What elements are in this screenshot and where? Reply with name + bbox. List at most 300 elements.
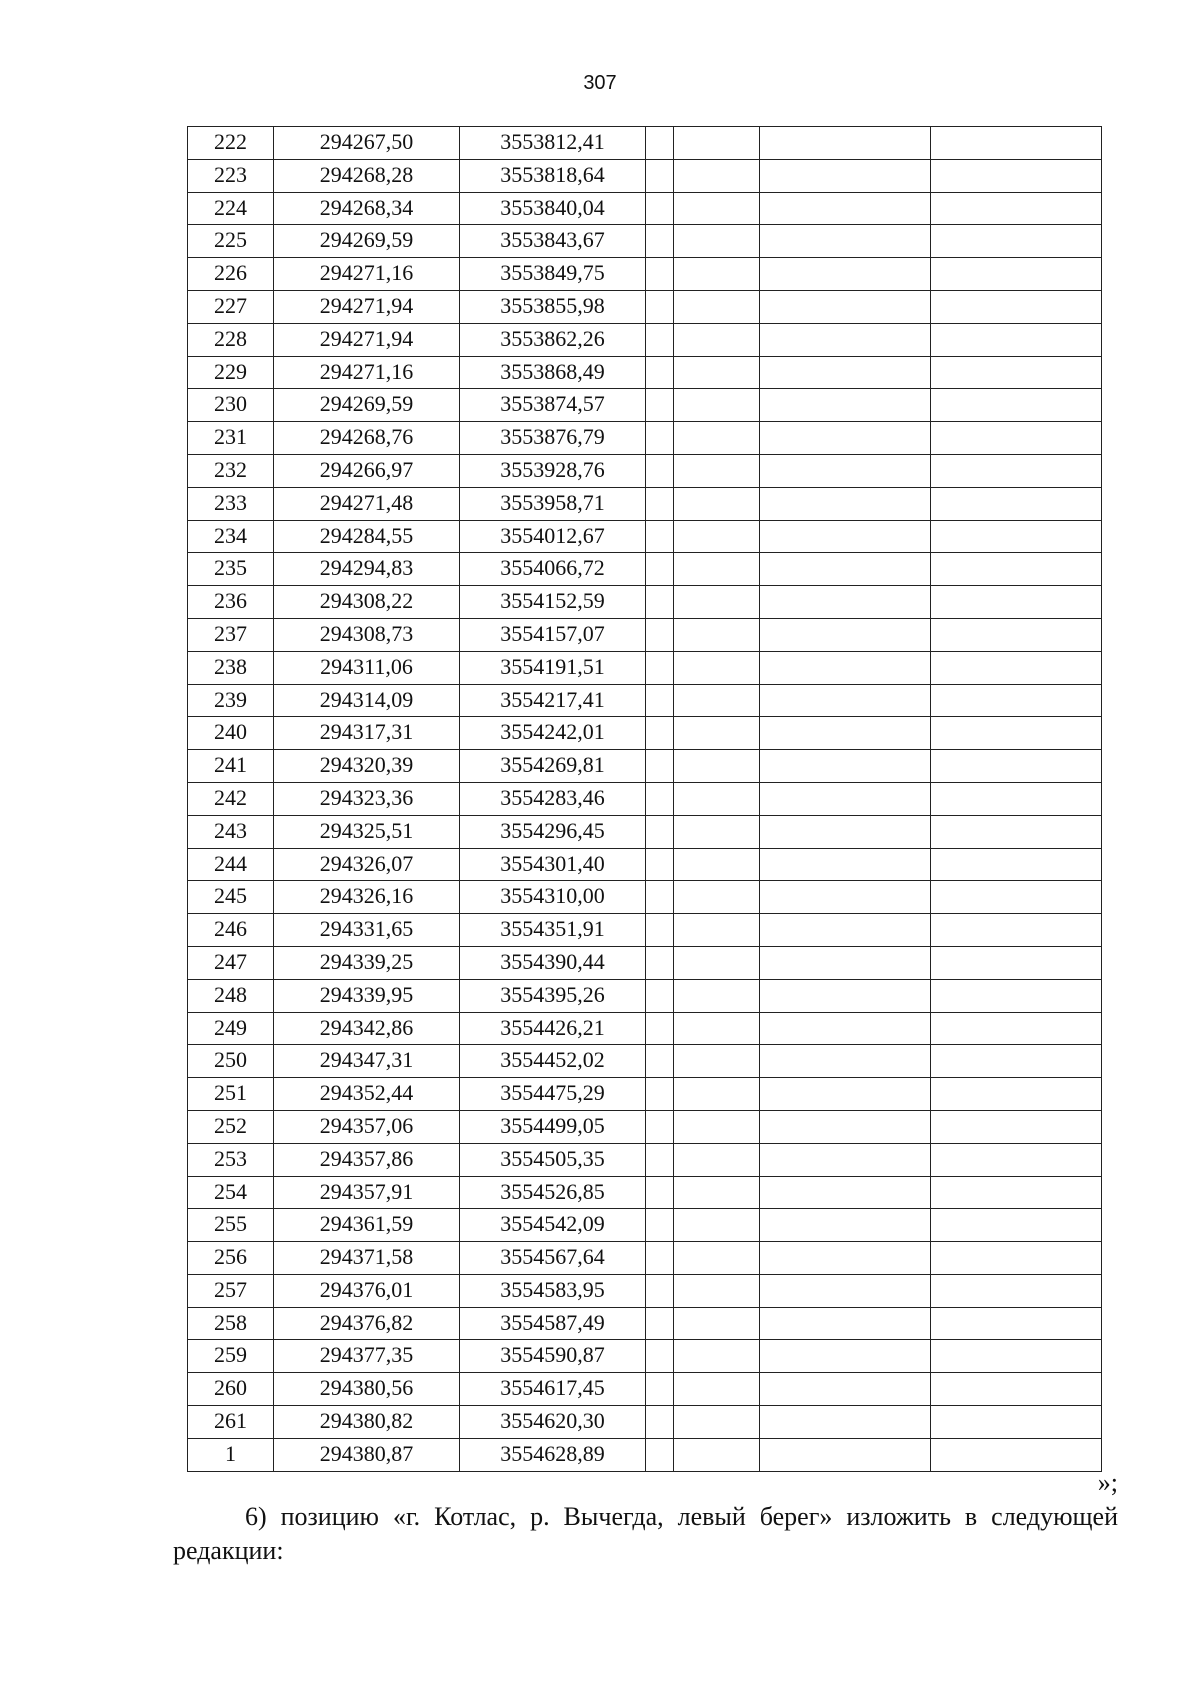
empty-cell xyxy=(646,290,674,323)
empty-cell xyxy=(674,127,760,160)
y-coordinate-cell: 3554452,02 xyxy=(460,1045,646,1078)
empty-cell xyxy=(674,618,760,651)
table-row xyxy=(188,1373,1102,1406)
empty-cell xyxy=(674,684,760,717)
empty-cell xyxy=(674,586,760,619)
table-row xyxy=(188,1406,1102,1439)
empty-cell xyxy=(760,618,931,651)
table-row xyxy=(188,487,1102,520)
x-coordinate-cell: 294294,83 xyxy=(274,553,460,586)
empty-cell xyxy=(646,225,674,258)
y-coordinate-cell: 3554351,91 xyxy=(460,914,646,947)
empty-cell xyxy=(760,1045,931,1078)
empty-cell xyxy=(931,946,1102,979)
empty-cell xyxy=(674,422,760,455)
empty-cell xyxy=(646,520,674,553)
x-coordinate-cell: 294266,97 xyxy=(274,454,460,487)
empty-cell xyxy=(646,323,674,356)
x-coordinate-cell: 294271,16 xyxy=(274,258,460,291)
x-coordinate-cell: 294376,82 xyxy=(274,1307,460,1340)
empty-cell xyxy=(931,1438,1102,1471)
empty-cell xyxy=(760,1373,931,1406)
empty-cell xyxy=(674,1045,760,1078)
point-number-cell: 234 xyxy=(188,520,274,553)
x-coordinate-cell: 294325,51 xyxy=(274,815,460,848)
empty-cell xyxy=(646,1143,674,1176)
table-row xyxy=(188,356,1102,389)
empty-cell xyxy=(760,586,931,619)
x-coordinate-cell: 294271,16 xyxy=(274,356,460,389)
empty-cell xyxy=(760,487,931,520)
x-coordinate-cell: 294284,55 xyxy=(274,520,460,553)
x-coordinate-cell: 294268,76 xyxy=(274,422,460,455)
empty-cell xyxy=(760,1438,931,1471)
empty-cell xyxy=(760,1143,931,1176)
empty-cell xyxy=(760,356,931,389)
table-row xyxy=(188,1340,1102,1373)
x-coordinate-cell: 294380,82 xyxy=(274,1406,460,1439)
table-row xyxy=(188,815,1102,848)
y-coordinate-cell: 3554499,05 xyxy=(460,1110,646,1143)
point-number-cell: 229 xyxy=(188,356,274,389)
empty-cell xyxy=(931,586,1102,619)
empty-cell xyxy=(646,946,674,979)
empty-cell xyxy=(931,1176,1102,1209)
point-number-cell: 226 xyxy=(188,258,274,291)
empty-cell xyxy=(931,323,1102,356)
point-number-cell: 248 xyxy=(188,979,274,1012)
empty-cell xyxy=(760,553,931,586)
empty-cell xyxy=(760,782,931,815)
empty-cell xyxy=(674,487,760,520)
y-coordinate-cell: 3554217,41 xyxy=(460,684,646,717)
x-coordinate-cell: 294268,28 xyxy=(274,159,460,192)
empty-cell xyxy=(674,782,760,815)
empty-cell xyxy=(674,979,760,1012)
empty-cell xyxy=(674,1373,760,1406)
point-number-cell: 257 xyxy=(188,1274,274,1307)
empty-cell xyxy=(646,1373,674,1406)
x-coordinate-cell: 294271,48 xyxy=(274,487,460,520)
point-number-cell: 233 xyxy=(188,487,274,520)
empty-cell xyxy=(674,192,760,225)
x-coordinate-cell: 294326,07 xyxy=(274,848,460,881)
table-row xyxy=(188,290,1102,323)
y-coordinate-cell: 3554152,59 xyxy=(460,586,646,619)
y-coordinate-cell: 3554157,07 xyxy=(460,618,646,651)
empty-cell xyxy=(760,1274,931,1307)
y-coordinate-cell: 3554310,00 xyxy=(460,881,646,914)
x-coordinate-cell: 294308,22 xyxy=(274,586,460,619)
y-coordinate-cell: 3553849,75 xyxy=(460,258,646,291)
empty-cell xyxy=(646,422,674,455)
point-number-cell: 243 xyxy=(188,815,274,848)
empty-cell xyxy=(646,389,674,422)
empty-cell xyxy=(760,127,931,160)
empty-cell xyxy=(760,520,931,553)
table-row xyxy=(188,1438,1102,1471)
point-number-cell: 261 xyxy=(188,1406,274,1439)
empty-cell xyxy=(674,290,760,323)
y-coordinate-cell: 3553855,98 xyxy=(460,290,646,323)
empty-cell xyxy=(646,782,674,815)
empty-cell xyxy=(931,127,1102,160)
x-coordinate-cell: 294380,56 xyxy=(274,1373,460,1406)
table-row xyxy=(188,553,1102,586)
x-coordinate-cell: 294308,73 xyxy=(274,618,460,651)
point-number-cell: 241 xyxy=(188,750,274,783)
y-coordinate-cell: 3553812,41 xyxy=(460,127,646,160)
y-coordinate-cell: 3553874,57 xyxy=(460,389,646,422)
empty-cell xyxy=(646,618,674,651)
point-number-cell: 222 xyxy=(188,127,274,160)
point-number-cell: 260 xyxy=(188,1373,274,1406)
empty-cell xyxy=(646,1406,674,1439)
point-number-cell: 244 xyxy=(188,848,274,881)
empty-cell xyxy=(674,651,760,684)
x-coordinate-cell: 294339,95 xyxy=(274,979,460,1012)
y-coordinate-cell: 3554395,26 xyxy=(460,979,646,1012)
x-coordinate-cell: 294331,65 xyxy=(274,914,460,947)
empty-cell xyxy=(760,815,931,848)
empty-cell xyxy=(674,815,760,848)
table-row xyxy=(188,389,1102,422)
empty-cell xyxy=(674,159,760,192)
x-coordinate-cell: 294376,01 xyxy=(274,1274,460,1307)
x-coordinate-cell: 294326,16 xyxy=(274,881,460,914)
empty-cell xyxy=(931,717,1102,750)
empty-cell xyxy=(760,454,931,487)
empty-cell xyxy=(646,356,674,389)
y-coordinate-cell: 3553928,76 xyxy=(460,454,646,487)
empty-cell xyxy=(674,1438,760,1471)
x-coordinate-cell: 294347,31 xyxy=(274,1045,460,1078)
empty-cell xyxy=(760,1110,931,1143)
x-coordinate-cell: 294357,86 xyxy=(274,1143,460,1176)
x-coordinate-cell: 294323,36 xyxy=(274,782,460,815)
table-row xyxy=(188,1242,1102,1275)
empty-cell xyxy=(760,750,931,783)
empty-cell xyxy=(674,717,760,750)
empty-cell xyxy=(931,1110,1102,1143)
y-coordinate-cell: 3553840,04 xyxy=(460,192,646,225)
empty-cell xyxy=(646,1045,674,1078)
y-coordinate-cell: 3554620,30 xyxy=(460,1406,646,1439)
empty-cell xyxy=(760,1176,931,1209)
x-coordinate-cell: 294268,34 xyxy=(274,192,460,225)
empty-cell xyxy=(760,323,931,356)
empty-cell xyxy=(760,1242,931,1275)
amendment-paragraph: 6) позицию «г. Котлас, р. Вычегда, левый берег» изложить в следующей редакции: xyxy=(173,1502,1118,1565)
empty-cell xyxy=(646,192,674,225)
empty-cell xyxy=(760,225,931,258)
empty-cell xyxy=(646,881,674,914)
empty-cell xyxy=(674,1143,760,1176)
table-row xyxy=(188,1110,1102,1143)
point-number-cell: 235 xyxy=(188,553,274,586)
table-row xyxy=(188,520,1102,553)
point-number-cell: 227 xyxy=(188,290,274,323)
table-row xyxy=(188,258,1102,291)
empty-cell xyxy=(931,1242,1102,1275)
table-row xyxy=(188,618,1102,651)
y-coordinate-cell: 3554426,21 xyxy=(460,1012,646,1045)
empty-cell xyxy=(931,782,1102,815)
table-row xyxy=(188,881,1102,914)
x-coordinate-cell: 294271,94 xyxy=(274,290,460,323)
table-row xyxy=(188,1274,1102,1307)
empty-cell xyxy=(646,684,674,717)
empty-cell xyxy=(931,1209,1102,1242)
empty-cell xyxy=(646,1340,674,1373)
empty-cell xyxy=(931,815,1102,848)
table-row xyxy=(188,323,1102,356)
empty-cell xyxy=(646,750,674,783)
empty-cell xyxy=(646,651,674,684)
empty-cell xyxy=(674,1307,760,1340)
y-coordinate-cell: 3554628,89 xyxy=(460,1438,646,1471)
y-coordinate-cell: 3554583,95 xyxy=(460,1274,646,1307)
empty-cell xyxy=(674,750,760,783)
y-coordinate-cell: 3554296,45 xyxy=(460,815,646,848)
point-number-cell: 231 xyxy=(188,422,274,455)
point-number-cell: 238 xyxy=(188,651,274,684)
empty-cell xyxy=(646,815,674,848)
empty-cell xyxy=(674,553,760,586)
x-coordinate-cell: 294314,09 xyxy=(274,684,460,717)
empty-cell xyxy=(646,454,674,487)
x-coordinate-cell: 294271,94 xyxy=(274,323,460,356)
empty-cell xyxy=(760,1078,931,1111)
empty-cell xyxy=(646,717,674,750)
empty-cell xyxy=(760,881,931,914)
empty-cell xyxy=(760,389,931,422)
empty-cell xyxy=(674,1406,760,1439)
table-row xyxy=(188,979,1102,1012)
table-row xyxy=(188,1307,1102,1340)
empty-cell xyxy=(646,1110,674,1143)
empty-cell xyxy=(674,1078,760,1111)
empty-cell xyxy=(931,225,1102,258)
empty-cell xyxy=(646,1274,674,1307)
point-number-cell: 1 xyxy=(188,1438,274,1471)
table-row xyxy=(188,1012,1102,1045)
empty-cell xyxy=(646,553,674,586)
table-row xyxy=(188,225,1102,258)
x-coordinate-cell: 294339,25 xyxy=(274,946,460,979)
x-coordinate-cell: 294311,06 xyxy=(274,651,460,684)
empty-cell xyxy=(931,290,1102,323)
empty-cell xyxy=(646,1209,674,1242)
empty-cell xyxy=(674,1110,760,1143)
empty-cell xyxy=(760,684,931,717)
empty-cell xyxy=(646,1012,674,1045)
empty-cell xyxy=(931,1406,1102,1439)
table-row xyxy=(188,651,1102,684)
y-coordinate-cell: 3554526,85 xyxy=(460,1176,646,1209)
empty-cell xyxy=(646,848,674,881)
empty-cell xyxy=(760,979,931,1012)
empty-cell xyxy=(674,848,760,881)
y-coordinate-cell: 3554505,35 xyxy=(460,1143,646,1176)
y-coordinate-cell: 3554066,72 xyxy=(460,553,646,586)
empty-cell xyxy=(674,323,760,356)
point-number-cell: 256 xyxy=(188,1242,274,1275)
empty-cell xyxy=(931,520,1102,553)
table-row xyxy=(188,422,1102,455)
empty-cell xyxy=(674,946,760,979)
point-number-cell: 245 xyxy=(188,881,274,914)
point-number-cell: 224 xyxy=(188,192,274,225)
empty-cell xyxy=(674,389,760,422)
table-row xyxy=(188,1209,1102,1242)
table-row xyxy=(188,1143,1102,1176)
table-row xyxy=(188,946,1102,979)
x-coordinate-cell: 294269,59 xyxy=(274,389,460,422)
table-row xyxy=(188,848,1102,881)
x-coordinate-cell: 294357,91 xyxy=(274,1176,460,1209)
point-number-cell: 252 xyxy=(188,1110,274,1143)
empty-cell xyxy=(931,979,1102,1012)
empty-cell xyxy=(931,848,1102,881)
empty-cell xyxy=(646,1438,674,1471)
x-coordinate-cell: 294320,39 xyxy=(274,750,460,783)
point-number-cell: 225 xyxy=(188,225,274,258)
empty-cell xyxy=(646,1176,674,1209)
closing-quote-mark: »; xyxy=(1097,1468,1118,1497)
coordinates-table-body xyxy=(188,127,1102,1472)
table-row xyxy=(188,1176,1102,1209)
empty-cell xyxy=(646,1242,674,1275)
point-number-cell: 236 xyxy=(188,586,274,619)
empty-cell xyxy=(674,1176,760,1209)
empty-cell xyxy=(674,225,760,258)
y-coordinate-cell: 3554475,29 xyxy=(460,1078,646,1111)
empty-cell xyxy=(674,881,760,914)
y-coordinate-cell: 3553958,71 xyxy=(460,487,646,520)
point-number-cell: 254 xyxy=(188,1176,274,1209)
empty-cell xyxy=(646,159,674,192)
empty-cell xyxy=(931,618,1102,651)
point-number-cell: 251 xyxy=(188,1078,274,1111)
x-coordinate-cell: 294371,58 xyxy=(274,1242,460,1275)
table-row xyxy=(188,127,1102,160)
y-coordinate-cell: 3554567,64 xyxy=(460,1242,646,1275)
x-coordinate-cell: 294267,50 xyxy=(274,127,460,160)
empty-cell xyxy=(646,487,674,520)
empty-cell xyxy=(760,290,931,323)
empty-cell xyxy=(931,1143,1102,1176)
empty-cell xyxy=(646,127,674,160)
empty-cell xyxy=(760,848,931,881)
y-coordinate-cell: 3554242,01 xyxy=(460,717,646,750)
table-row xyxy=(188,750,1102,783)
empty-cell xyxy=(760,422,931,455)
table-row xyxy=(188,1078,1102,1111)
empty-cell xyxy=(646,1078,674,1111)
point-number-cell: 230 xyxy=(188,389,274,422)
point-number-cell: 223 xyxy=(188,159,274,192)
empty-cell xyxy=(931,454,1102,487)
y-coordinate-cell: 3553862,26 xyxy=(460,323,646,356)
empty-cell xyxy=(931,422,1102,455)
y-coordinate-cell: 3554390,44 xyxy=(460,946,646,979)
point-number-cell: 232 xyxy=(188,454,274,487)
y-coordinate-cell: 3554191,51 xyxy=(460,651,646,684)
empty-cell xyxy=(760,192,931,225)
empty-cell xyxy=(646,979,674,1012)
empty-cell xyxy=(674,356,760,389)
empty-cell xyxy=(760,258,931,291)
empty-cell xyxy=(674,454,760,487)
table-row xyxy=(188,454,1102,487)
empty-cell xyxy=(760,1012,931,1045)
y-coordinate-cell: 3554269,81 xyxy=(460,750,646,783)
empty-cell xyxy=(760,717,931,750)
table-row xyxy=(188,1045,1102,1078)
table-row xyxy=(188,159,1102,192)
point-number-cell: 240 xyxy=(188,717,274,750)
empty-cell xyxy=(674,1274,760,1307)
empty-cell xyxy=(760,1340,931,1373)
table-row xyxy=(188,914,1102,947)
x-coordinate-cell: 294380,87 xyxy=(274,1438,460,1471)
y-coordinate-cell: 3554012,67 xyxy=(460,520,646,553)
point-number-cell: 253 xyxy=(188,1143,274,1176)
empty-cell xyxy=(674,1012,760,1045)
empty-cell xyxy=(760,1307,931,1340)
point-number-cell: 242 xyxy=(188,782,274,815)
empty-cell xyxy=(931,881,1102,914)
empty-cell xyxy=(931,1340,1102,1373)
y-coordinate-cell: 3554590,87 xyxy=(460,1340,646,1373)
empty-cell xyxy=(646,258,674,291)
empty-cell xyxy=(674,258,760,291)
empty-cell xyxy=(931,1045,1102,1078)
x-coordinate-cell: 294377,35 xyxy=(274,1340,460,1373)
empty-cell xyxy=(674,1340,760,1373)
point-number-cell: 258 xyxy=(188,1307,274,1340)
empty-cell xyxy=(674,1242,760,1275)
empty-cell xyxy=(646,586,674,619)
empty-cell xyxy=(931,553,1102,586)
point-number-cell: 259 xyxy=(188,1340,274,1373)
empty-cell xyxy=(760,651,931,684)
x-coordinate-cell: 294352,44 xyxy=(274,1078,460,1111)
table-row xyxy=(188,586,1102,619)
empty-cell xyxy=(931,1078,1102,1111)
x-coordinate-cell: 294357,06 xyxy=(274,1110,460,1143)
table-row xyxy=(188,684,1102,717)
point-number-cell: 250 xyxy=(188,1045,274,1078)
x-coordinate-cell: 294317,31 xyxy=(274,717,460,750)
empty-cell xyxy=(931,1012,1102,1045)
empty-cell xyxy=(931,1307,1102,1340)
empty-cell xyxy=(931,684,1102,717)
empty-cell xyxy=(931,487,1102,520)
empty-cell xyxy=(674,914,760,947)
empty-cell xyxy=(646,914,674,947)
page-number: 307 xyxy=(583,72,617,94)
empty-cell xyxy=(646,1307,674,1340)
empty-cell xyxy=(931,192,1102,225)
point-number-cell: 247 xyxy=(188,946,274,979)
empty-cell xyxy=(931,356,1102,389)
y-coordinate-cell: 3553843,67 xyxy=(460,225,646,258)
x-coordinate-cell: 294269,59 xyxy=(274,225,460,258)
point-number-cell: 239 xyxy=(188,684,274,717)
coordinates-table xyxy=(187,126,1102,1472)
